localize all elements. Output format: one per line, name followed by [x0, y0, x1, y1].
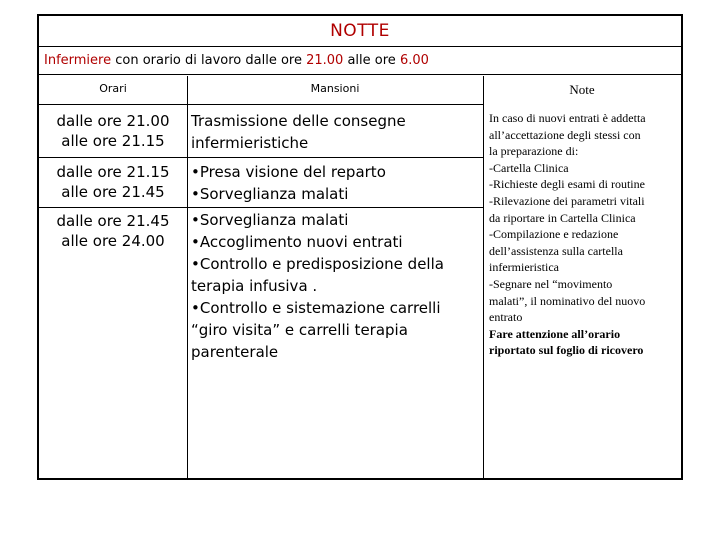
mansione-line: •Controllo e sistemazione carrelli	[191, 299, 441, 317]
note-line: la preparazione di:	[489, 144, 579, 159]
end-time: 6.00	[399, 53, 429, 68]
note-line: -Cartella Clinica	[489, 160, 569, 175]
orario-line: dalle ore 21.15	[56, 163, 170, 181]
row-1-orario	[39, 111, 187, 151]
title-row	[39, 16, 681, 47]
note-warning-line: Fare attenzione all’orario	[489, 326, 621, 341]
mansione-line: “giro visita” e carrelli terapia	[191, 321, 408, 339]
mansione-line: infermieristiche	[191, 134, 309, 152]
orario-line: dalle ore 21.00	[56, 112, 170, 130]
note-line: infermieristica	[489, 260, 559, 275]
mansione-line: Trasmissione delle consegne	[191, 112, 406, 130]
mansione-line: parenterale	[191, 343, 279, 361]
note-warning-line: riportato sul foglio di ricovero	[489, 343, 644, 358]
column-divider-1	[187, 76, 188, 478]
row-2-mansioni	[191, 161, 476, 205]
mansione-line: •Sorveglianza malati	[191, 185, 349, 203]
note-cell	[489, 110, 681, 359]
page-title: NOTTE	[330, 21, 390, 41]
header-note: Note	[569, 82, 595, 97]
orario-line: alle ore 21.15	[61, 132, 165, 150]
mansione-line: terapia infusiva .	[191, 277, 318, 295]
role-label: Infermiere	[44, 53, 112, 68]
row-1-mansioni	[191, 110, 476, 154]
start-time: 21.00	[306, 53, 344, 68]
row-divider-header	[39, 104, 483, 105]
note-line: -Rilevazione dei parametri vitali	[489, 193, 645, 208]
note-line: -Richieste degli esami di routine	[489, 177, 645, 192]
row-divider-1	[39, 157, 483, 158]
orario-line: alle ore 24.00	[61, 232, 165, 250]
schedule-table	[37, 14, 683, 480]
note-line: -Segnare nel “movimento	[489, 276, 613, 291]
orario-line: dalle ore 21.45	[56, 212, 170, 230]
header-orari: Orari	[99, 82, 127, 95]
row-3-mansioni	[191, 209, 476, 363]
note-line: malati”, il nominativo del nuovo	[489, 293, 646, 308]
column-divider-2	[483, 76, 484, 478]
mansione-line: •Presa visione del reparto	[191, 163, 386, 181]
row-3-orario	[39, 211, 187, 251]
note-line: In caso di nuovi entrati è addetta	[489, 111, 646, 125]
subtitle-text-2: alle ore	[343, 53, 400, 68]
mansione-line: •Accoglimento nuovi entrati	[191, 233, 403, 251]
header-mansioni: Mansioni	[310, 82, 360, 95]
mansione-line: •Sorveglianza malati	[191, 211, 349, 229]
note-line: all’accettazione degli stessi con	[489, 127, 641, 142]
note-line: entrato	[489, 310, 523, 325]
row-2-orario	[39, 162, 187, 202]
note-line: -Compilazione e redazione	[489, 227, 619, 242]
mansione-line: •Controllo e predisposizione della	[191, 255, 444, 273]
orario-line: alle ore 21.45	[61, 183, 165, 201]
note-line: dell’assistenza sulla cartella	[489, 243, 623, 258]
note-line: da riportare in Cartella Clinica	[489, 210, 636, 225]
subtitle-row	[39, 47, 681, 75]
subtitle-text-1: con orario di lavoro dalle ore	[111, 53, 307, 68]
row-divider-2	[39, 207, 483, 208]
